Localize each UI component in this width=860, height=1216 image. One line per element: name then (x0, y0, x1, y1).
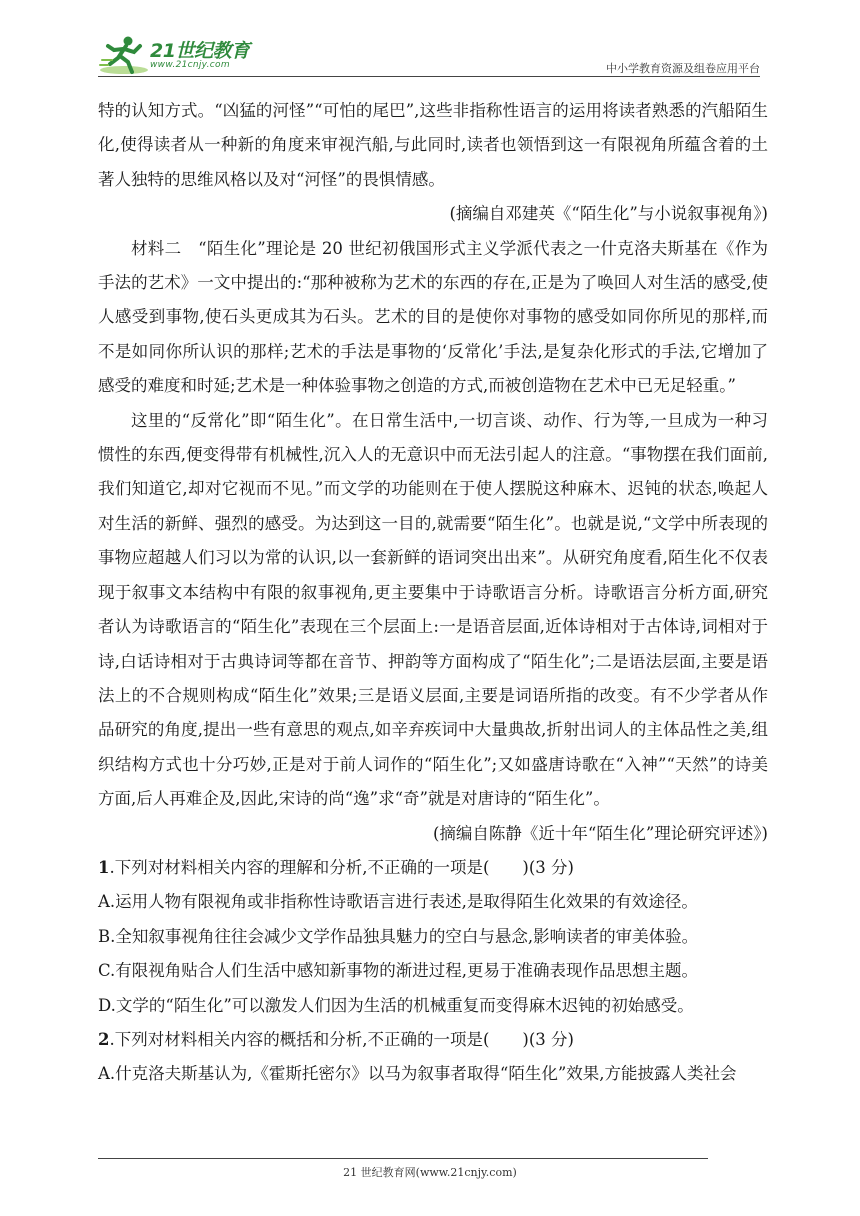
question-text: .下列对材料相关内容的概括和分析,不正确的一项是( )(3 分) (109, 1029, 574, 1049)
site-logo[interactable] (98, 34, 258, 74)
question-number: 2 (98, 1029, 110, 1049)
option-b: B.全知叙事视角往往会减少文学作品独具魅力的空白与悬念,影响读者的审美体验。 (98, 926, 699, 946)
question-stem (98, 1023, 768, 1057)
question-number: 1 (98, 857, 110, 877)
logo-url: www.21cnjy.com (150, 60, 230, 70)
question-text: .下列对材料相关内容的理解和分析,不正确的一项是( )(3 分) (109, 857, 574, 877)
paragraph-continued: 特的认知方式。“凶猛的河怪”“可怕的尾巴”,这些非指称性语言的运用将读者熟悉的汽船陌生化,使得读者从一种新的角度来审视汽船,与此同时,读者也领悟到这一有限视角所蕴含着的土著人独特的思维风格以及对“河怪”的畏惧情感。 (98, 101, 768, 189)
document-body (98, 94, 768, 1092)
option-a: A.什克洛夫斯基认为,《霍斯托密尔》以马为叙事者取得“陌生化”效果,方能披露人类社会 (98, 1064, 737, 1084)
question-1 (98, 851, 768, 1023)
explanation-paragraph: 这里的“反常化”即“陌生化”。在日常生活中,一切言谈、动作、行为等,一旦成为一种习惯性的东西,便变得带有机械性,沉入人的无意识中而无法引起人的注意。“事物摆在我们面前,我们知道它,却对它视而不见。”而文学的功能则在于使人摆脱这种麻木、迟钝的状态,唤起人对生活的新鲜、强烈的感受。为达到这一目的,就需要“陌生化”。也就是说,“文学中所表现的事物应超越人们习以为常的认识,以一套新鲜的语词突出出来”。从研究角度看,陌生化不仅表现于叙事文本结构中有限的叙事视角,更主要集中于诗歌语言分析。诗歌语言分析方面,研究者认为诗歌语言的“陌生化”表现在三个层面上:一是语音层面,近体诗相对于古体诗,词相对于诗,白话诗相对于古典诗词等都在音节、押韵等方面构成了“陌生化”;二是语法层面,主要是语法上的不合规则构成“陌生化”效果;三是语义层面,主要是词语所指的改变。有不少学者从作品研究的角度,提出一些有意思的观点,如辛弃疾词中大量典故,折射出词人的主体品性之美,组织结构方式也十分巧妙,正是对于前人词作的“陌生化”;又如盛唐诗歌在“入神”“天然”的诗美方面,后人再难企及,因此,宋诗的尚“逸”求“奇”就是对唐诗的“陌生化”。 (98, 410, 768, 809)
option-d: D.文学的“陌生化”可以激发人们因为生活的机械重复而变得麻木迟钝的初始感受。 (98, 995, 694, 1015)
source-citation-1: (摘编自邓建英《“陌生化”与小说叙事视角》) (449, 204, 768, 224)
runner-logo-icon (98, 34, 154, 76)
question-stem (98, 851, 768, 885)
material-two-paragraph: 材料二 “陌生化”理论是 20 世纪初俄国形式主义学派代表之一什克洛夫斯基在《作为手法的艺术》一文中提出的:“那种被称为艺术的东西的存在,正是为了唤回人对生活的感受,使人感受到事物,使石头更成其为石头。艺术的目的是使你对事物的感受如同你所见的那样,而不是如同你所认识的那样;艺术的手法是事物的‘反常化’手法,是复杂化形式的手法,它增加了感受的难度和时延;艺术是一种体验事物之创造的方式,而被创造物在艺术中已无足轻重。” (98, 238, 768, 396)
platform-title: 中小学教育资源及组卷应用平台 (606, 62, 760, 75)
logo-text: 21世纪教育 (150, 40, 250, 62)
question-2 (98, 1023, 768, 1092)
header-divider (98, 76, 760, 77)
option-c: C.有限视角贴合人们生活中感知新事物的渐进过程,更易于准确表现作品思想主题。 (98, 961, 699, 981)
footer-divider (98, 1158, 708, 1159)
option-a: A.运用人物有限视角或非指称性诗歌语言进行表述,是取得陌生化效果的有效途径。 (98, 892, 698, 912)
page-footer[interactable]: 21 世纪教育网(www.21cnjy.com) (343, 1166, 517, 1179)
page-header (98, 30, 760, 78)
source-citation-2: (摘编自陈静《近十年“陌生化”理论研究评述》) (433, 823, 768, 843)
